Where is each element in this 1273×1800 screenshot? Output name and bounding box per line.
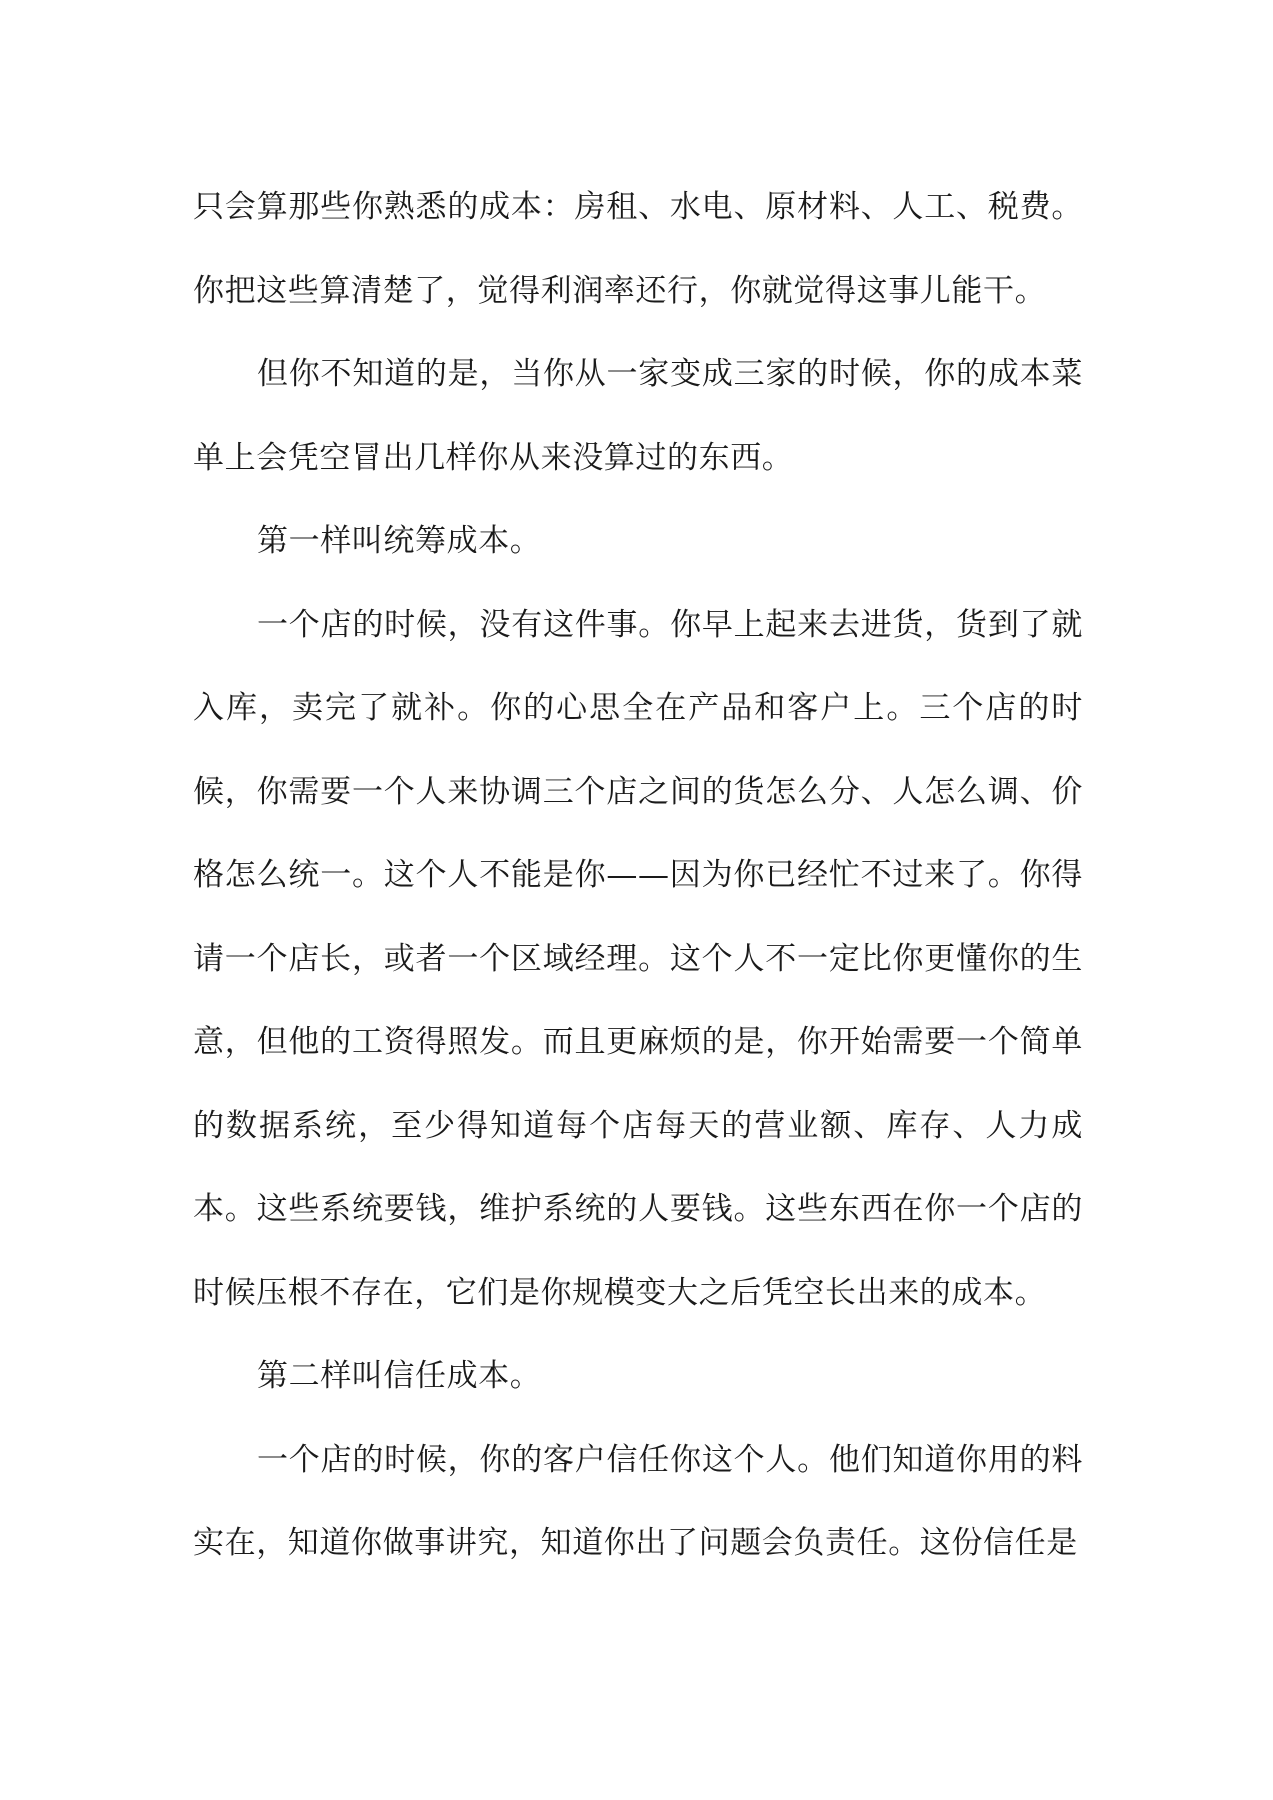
paragraph-heading: 第一样叫统筹成本。 [257, 523, 542, 559]
paragraph-heading: 第二样叫信任成本。 [257, 1358, 542, 1394]
paragraph: 只会算那些你熟悉的成本：房租、水电、原材料、人工、税费。你把这些算清楚了，觉得利润率还行，你就觉得这事儿能干。 [193, 189, 1083, 309]
document-body [193, 166, 1083, 1586]
paragraph: 一个店的时候，你的客户信任你这个人。他们知道你用的料实在，知道你做事讲究，知道你出了问题会负责任。这份信任是 [193, 1441, 1083, 1561]
paragraph: 一个店的时候，没有这件事。你早上起来去进货，货到了就入库，卖完了就补。你的心思全在产品和客户上。三个店的时候，你需要一个人来协调三个店之间的货怎么分、人怎么调、价格怎么统一。这个人不能是你——因为你已经忙不过来了。你得请一个店长，或者一个区域经理。这个人不一定比你更懂你的生意，但他的工资得照发。而且更麻烦的是，你开始需要一个简单的数据系统，至少得知道每个店每天的营业额、库存、人力成本。这些系统要钱，维护系统的人要钱。这些东西在你一个店的时候压根不存在，它们是你规模变大之后凭空长出来的成本。 [193, 606, 1083, 1311]
paragraph: 但你不知道的是，当你从一家变成三家的时候，你的成本菜单上会凭空冒出几样你从来没算过的东西。 [193, 356, 1083, 476]
